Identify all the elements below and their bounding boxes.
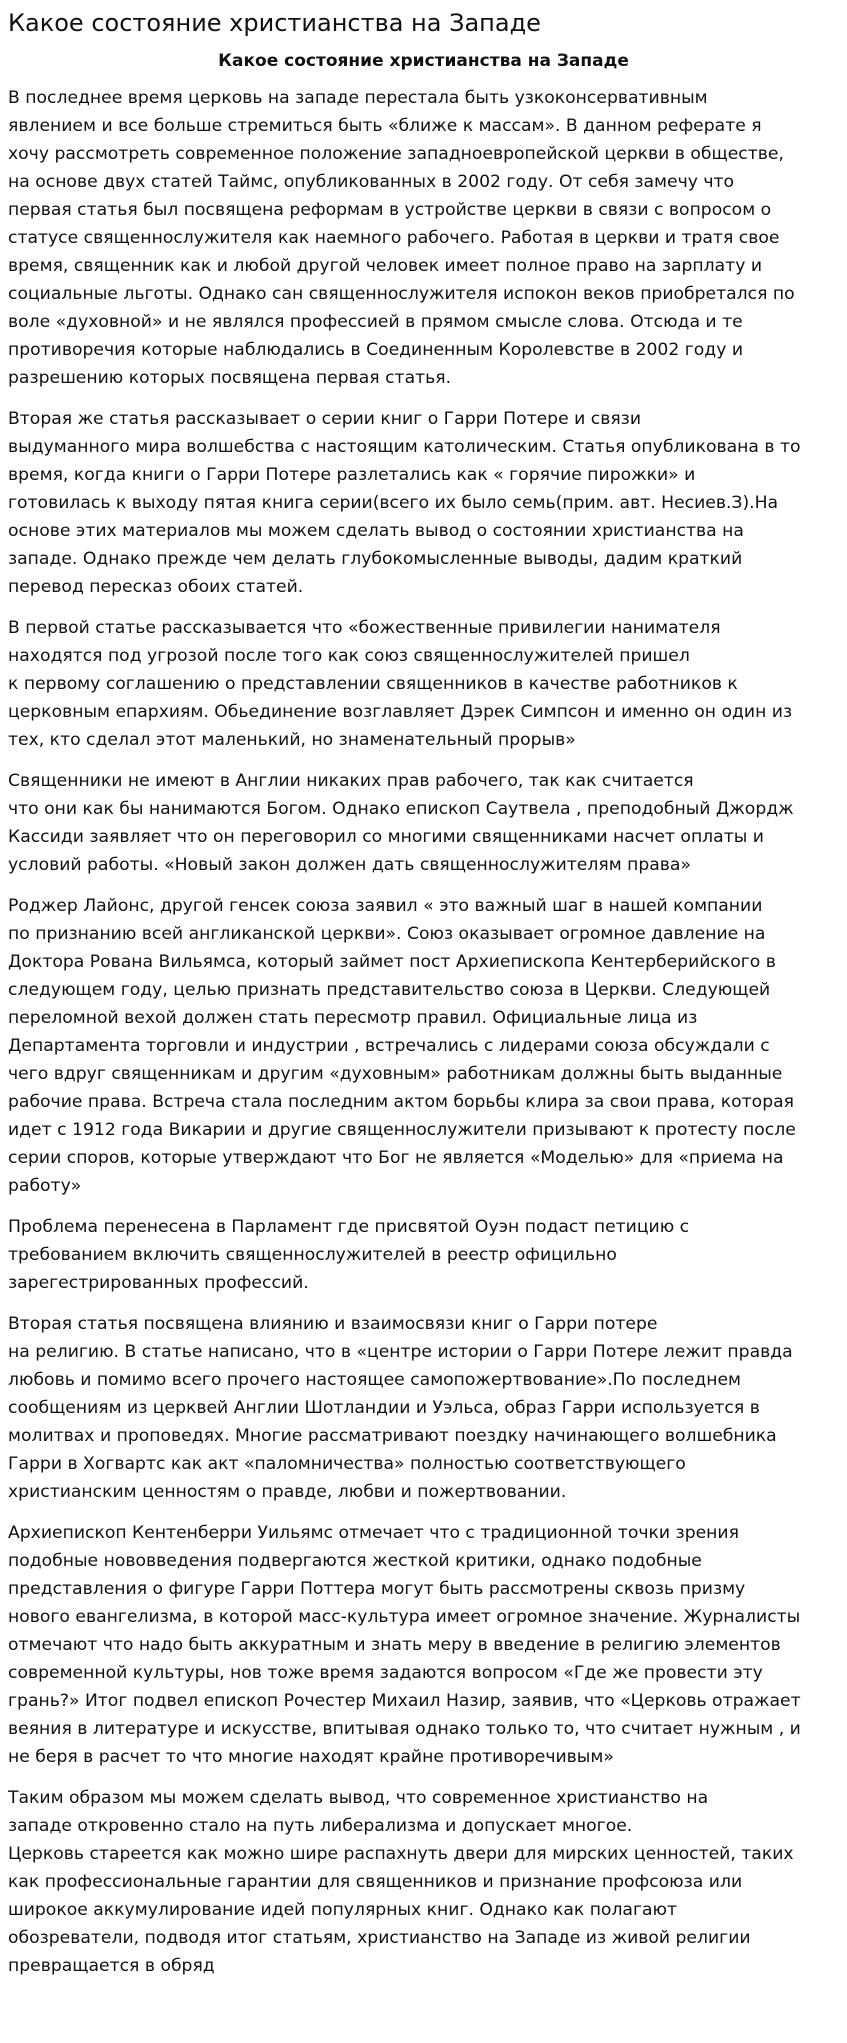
article-heading: Какое состояние христианства на Западе — [218, 51, 629, 71]
paragraph-5: Роджер Лайонс, другой генсек союза заявил « это важный шаг в нашей компании по признанию всей англиканской церкви». Союз оказывает огромное давление на Доктора Рована Вильямса, который займет пост Архиепископа Кентерберийского в следующем году, целью признать представительство союза в Церкви. Следующей переломной вехой должен стать пересмотр правил. Официальные лица из Департамента торговли и индустрии , встречались с лидерами союза обсуждали с чего вдруг священникам и другим «духовным» работникам должны быть выданные рабочие права. Встреча стала последним актом борьбы клира за свои права, которая идет с 1912 года Викарии и другие священнослужители призывают к протесту после серии споров, которые утверждают что Бог не является «Моделью» для «приема на работу» — [8, 896, 796, 1196]
paragraph-8: Архиепископ Кентенберри Уильямс отмечает что с традиционной точки зрения подобные нововведения подвергаются жесткой критики, однако подобные представления о фигуре Гарри Поттера могут быть рассмотрены сквозь призму нового евангелизма, в которой масс-культура имеет огромное значение. Журналисты отмечают что надо быть аккуратным и знать меру в введение в религию элементов современной культуры, нов тоже время задаются вопросом «Где же провести эту грань?» Итог подвел епископ Рочестер Михаил Назир, заявив, что «Церковь отражает веяния в литературе и искусстве, впитывая однако только то, что считает нужным , и не беря в расчет то что многие находят крайне противоречивым» — [8, 1523, 801, 1767]
paragraph-9: Таким образом мы можем сделать вывод, что современное христианство на западе откровенно стало на путь либерализма и допускает многое. Церковь стареется как можно шире распахнуть двери для мирских ценностей, таких как профессиональные гарантии для священников и признание профсоюза или широкое аккумулирование идей популярных книг. Однако как полагают обозреватели, подводя итог статьям, христианство на Западе из живой религии превращается в обряд — [8, 1788, 794, 1976]
paragraph-7: Вторая статья посвящена влиянию и взаимосвязи книг о Гарри потере на религию. В статье написано, что в «центре истории о Гарри Потере лежит правда любовь и помимо всего прочего настоящее самопожертвование».По последнем сообщениям из церквей Англии Шотландии и Уэльса, образ Гарри используется в молитвах и проповедях. Многие рассматривают поездку начинающего волшебника Гарри в Хогвартс как акт «паломничества» полностью соответствующего христианским ценностям о правде, любви и пожертвовании. — [8, 1314, 793, 1502]
paragraph-3: В первой статье рассказывается что «божественные привилегии нанимателя находятся под угрозой после того как союз священнослужителей пришел к первому соглашению о представлении священников в качестве работников к церковным епархиям. Обьединение возглавляет Дэрек Симпсон и именно он один из тех, кто сделал этот маленький, но знаменательный прорыв» — [8, 618, 793, 750]
paragraph-2: Вторая же статья рассказывает о серии книг о Гарри Потере и связи выдуманного мира волшебства с настоящим католическим. Статья опубликована в то время, когда книги о Гарри Потере разлетались как « горячие пирожки» и готовилась к выходу пятая книга серии(всего их было семь(прим. авт. Несиев.З).На основе этих материалов мы можем сделать вывод о состоянии христианства на западе. Однако прежде чем делать глубокомысленные выводы, дадим краткий перевод пересказ обоих статей. — [8, 409, 801, 597]
paragraph-6: Проблема перенесена в Парламент где присвятой Оуэн подаст петицию с требованием включить священнослужителей в реестр официльно зарегестрированных профессий. — [8, 1217, 690, 1293]
paragraph-4: Священники не имеют в Англии никаких прав рабочего, так как считается что они как бы нанимаются Богом. Однако епископ Саутвела , преподобный Джордж Кассиди заявляет что он переговорил со многими священниками насчет оплаты и условий работы. «Новый закон должен дать священнослужителям права» — [8, 771, 794, 875]
page-title: Какое состояние христианства на Западе — [8, 9, 541, 37]
paragraph-1: В последнее время церковь на западе перестала быть узкоконсервативным явлением и все больше стремиться быть «ближе к массам». В данном реферате я хочу рассмотреть современное положение западноевропейской церкви в обществе, на основе двух статей Таймс, опубликованных в 2002 году. От себя замечу что первая статья был посвящена реформам в устройстве церкви в связи с вопросом о статусе священнослужителя как наемного рабочего. Работая в церкви и тратя свое время, священник как и любой другой человек имеет полное право на зарплату и социальные льготы. Однако сан священнослужителя испокон веков приобретался по воле «духовной» и не являлся профессией в прямом смысле слова. Отсюда и те противоречия которые наблюдались в Соединенным Королевстве в 2002 году и разрешению которых посвящена первая статья. — [8, 88, 795, 388]
article-body — [8, 84, 844, 1980]
